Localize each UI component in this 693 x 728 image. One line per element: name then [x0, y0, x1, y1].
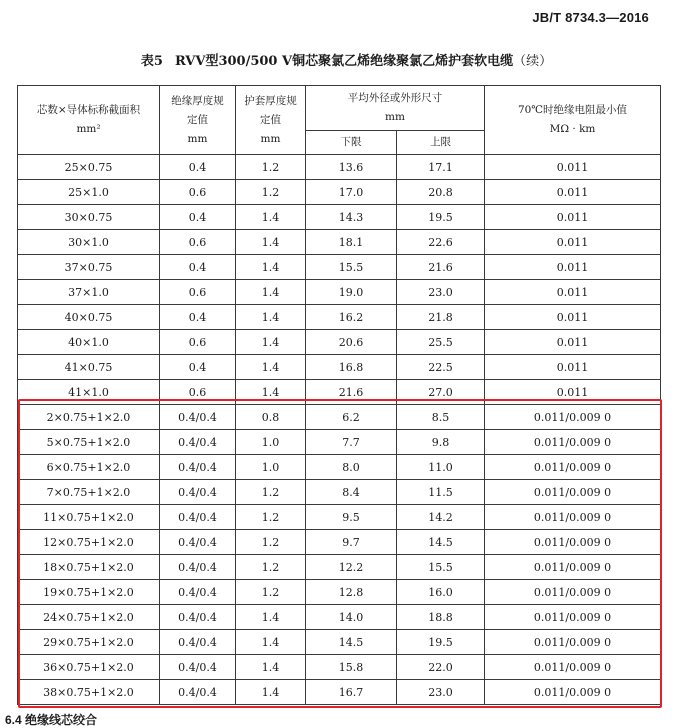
- cell-core-size: 30×1.0: [18, 230, 160, 255]
- cell-diameter-lower: 15.8: [306, 655, 397, 680]
- cell-core-size: 41×1.0: [18, 380, 160, 405]
- cell-core-size: 18×0.75+1×2.0: [18, 555, 160, 580]
- cell-diameter-upper: 23.0: [397, 680, 485, 705]
- cell-resistance: 0.011: [485, 330, 661, 355]
- cell-resistance: 0.011: [485, 380, 661, 405]
- cell-resistance: 0.011: [485, 305, 661, 330]
- cell-core-size: 11×0.75+1×2.0: [18, 505, 160, 530]
- cell-diameter-upper: 16.0: [397, 580, 485, 605]
- table-row: [18, 605, 661, 630]
- cable-spec-table: [17, 85, 661, 705]
- cell-sheath: 1.2: [236, 505, 306, 530]
- cell-diameter-lower: 9.7: [306, 530, 397, 555]
- cell-diameter-lower: 15.5: [306, 255, 397, 280]
- cell-core-size: 2×0.75+1×2.0: [18, 405, 160, 430]
- cell-sheath: 1.2: [236, 555, 306, 580]
- header-resistance-unit: MΩ · km: [549, 123, 596, 135]
- cell-diameter-upper: 11.0: [397, 455, 485, 480]
- cell-insulation: 0.4: [160, 155, 236, 180]
- cell-diameter-lower: 12.8: [306, 580, 397, 605]
- cell-sheath: 1.4: [236, 255, 306, 280]
- cell-core-size: 7×0.75+1×2.0: [18, 480, 160, 505]
- cell-diameter-upper: 14.2: [397, 505, 485, 530]
- cell-diameter-lower: 19.0: [306, 280, 397, 305]
- cell-core-size: 5×0.75+1×2.0: [18, 430, 160, 455]
- cell-core-size: 29×0.75+1×2.0: [18, 630, 160, 655]
- cell-core-size: 24×0.75+1×2.0: [18, 605, 160, 630]
- cell-resistance: 0.011/0.009 0: [485, 655, 661, 680]
- cell-sheath: 1.2: [236, 530, 306, 555]
- cell-sheath: 1.4: [236, 380, 306, 405]
- header-core-size-unit: mm²: [76, 123, 101, 135]
- cell-sheath: 1.4: [236, 630, 306, 655]
- cell-diameter-upper: 23.0: [397, 280, 485, 305]
- cell-insulation: 0.4/0.4: [160, 405, 236, 430]
- cell-insulation: 0.4/0.4: [160, 580, 236, 605]
- table-row: [18, 455, 661, 480]
- cell-insulation: 0.4: [160, 355, 236, 380]
- table-row: [18, 530, 661, 555]
- cell-core-size: 40×1.0: [18, 330, 160, 355]
- table-caption-label: 表5: [140, 54, 163, 69]
- cell-sheath: 1.4: [236, 305, 306, 330]
- cell-sheath: 1.4: [236, 230, 306, 255]
- header-lower-limit: 下限: [306, 131, 397, 155]
- cell-resistance: 0.011/0.009 0: [485, 580, 661, 605]
- cell-diameter-lower: 21.6: [306, 380, 397, 405]
- header-diameter: [306, 86, 485, 131]
- cell-diameter-upper: 25.5: [397, 330, 485, 355]
- cell-diameter-upper: 22.6: [397, 230, 485, 255]
- cell-diameter-upper: 21.8: [397, 305, 485, 330]
- cell-insulation: 0.4/0.4: [160, 555, 236, 580]
- cell-insulation: 0.4/0.4: [160, 655, 236, 680]
- header-insulation-label: 绝缘厚度规定值: [171, 94, 224, 126]
- table-row: [18, 480, 661, 505]
- cell-diameter-upper: 14.5: [397, 530, 485, 555]
- cell-sheath: 1.0: [236, 430, 306, 455]
- table-caption-suffix: （续）: [513, 54, 553, 69]
- cell-diameter-lower: 20.6: [306, 330, 397, 355]
- header-resistance: [485, 86, 661, 155]
- cell-sheath: 1.4: [236, 280, 306, 305]
- cell-core-size: 19×0.75+1×2.0: [18, 580, 160, 605]
- cell-sheath: 1.4: [236, 605, 306, 630]
- cell-core-size: 6×0.75+1×2.0: [18, 455, 160, 480]
- cell-resistance: 0.011: [485, 355, 661, 380]
- cell-insulation: 0.4/0.4: [160, 505, 236, 530]
- cell-sheath: 1.2: [236, 155, 306, 180]
- table-row: [18, 230, 661, 255]
- cell-insulation: 0.6: [160, 380, 236, 405]
- table-row: [18, 305, 661, 330]
- cell-diameter-lower: 7.7: [306, 430, 397, 455]
- table-row: [18, 280, 661, 305]
- cell-insulation: 0.4/0.4: [160, 680, 236, 705]
- cell-insulation: 0.4/0.4: [160, 455, 236, 480]
- cell-core-size: 25×1.0: [18, 180, 160, 205]
- header-sheath-unit: mm: [260, 132, 281, 145]
- cell-insulation: 0.6: [160, 230, 236, 255]
- cell-diameter-upper: 20.8: [397, 180, 485, 205]
- cell-core-size: 12×0.75+1×2.0: [18, 530, 160, 555]
- cell-diameter-upper: 22.0: [397, 655, 485, 680]
- cell-core-size: 37×1.0: [18, 280, 160, 305]
- standard-number: JB/T 8734.3—2016: [532, 10, 649, 25]
- cell-resistance: 0.011/0.009 0: [485, 430, 661, 455]
- cell-resistance: 0.011/0.009 0: [485, 630, 661, 655]
- cell-insulation: 0.6: [160, 180, 236, 205]
- table-row: [18, 505, 661, 530]
- table-row: [18, 630, 661, 655]
- cell-diameter-upper: 15.5: [397, 555, 485, 580]
- cell-diameter-lower: 12.2: [306, 555, 397, 580]
- table-row: [18, 580, 661, 605]
- table-caption: [0, 50, 693, 69]
- cell-core-size: 40×0.75: [18, 305, 160, 330]
- cell-diameter-upper: 27.0: [397, 380, 485, 405]
- cell-diameter-lower: 8.4: [306, 480, 397, 505]
- cell-sheath: 0.8: [236, 405, 306, 430]
- cell-diameter-lower: 14.5: [306, 630, 397, 655]
- table-row: [18, 255, 661, 280]
- cell-resistance: 0.011/0.009 0: [485, 505, 661, 530]
- cell-sheath: 1.4: [236, 330, 306, 355]
- next-section-heading: 6.4 绝缘线芯绞合: [5, 713, 98, 727]
- cell-core-size: 30×0.75: [18, 205, 160, 230]
- cell-diameter-lower: 6.2: [306, 405, 397, 430]
- header-insulation-unit: mm: [187, 132, 208, 145]
- header-core-size: [18, 86, 160, 155]
- cell-insulation: 0.4/0.4: [160, 430, 236, 455]
- cell-sheath: 1.4: [236, 355, 306, 380]
- cell-insulation: 0.4: [160, 305, 236, 330]
- table-row: [18, 655, 661, 680]
- cell-diameter-lower: 16.8: [306, 355, 397, 380]
- header-core-size-label: 芯数×导体标称截面积: [36, 104, 141, 116]
- cell-diameter-lower: 17.0: [306, 180, 397, 205]
- cell-core-size: 41×0.75: [18, 355, 160, 380]
- cell-diameter-upper: 9.8: [397, 430, 485, 455]
- cell-resistance: 0.011: [485, 180, 661, 205]
- header-diameter-label: 平均外径或外形尺寸: [347, 92, 443, 104]
- header-diameter-unit: mm: [385, 111, 405, 123]
- cell-resistance: 0.011/0.009 0: [485, 605, 661, 630]
- cell-diameter-upper: 19.5: [397, 205, 485, 230]
- cell-diameter-upper: 11.5: [397, 480, 485, 505]
- cell-sheath: 1.2: [236, 480, 306, 505]
- cell-insulation: 0.6: [160, 330, 236, 355]
- cell-sheath: 1.4: [236, 680, 306, 705]
- cell-diameter-upper: 19.5: [397, 630, 485, 655]
- table-row: [18, 405, 661, 430]
- cell-sheath: 1.4: [236, 205, 306, 230]
- table-row: [18, 330, 661, 355]
- cell-resistance: 0.011/0.009 0: [485, 555, 661, 580]
- cell-insulation: 0.4/0.4: [160, 605, 236, 630]
- cell-diameter-lower: 18.1: [306, 230, 397, 255]
- cell-insulation: 0.4: [160, 205, 236, 230]
- table-body: [18, 155, 661, 705]
- table-row: [18, 555, 661, 580]
- header-sheath-label: 护套厚度规定值: [244, 94, 297, 126]
- cell-core-size: 25×0.75: [18, 155, 160, 180]
- table-row: [18, 430, 661, 455]
- cell-resistance: 0.011: [485, 205, 661, 230]
- cell-diameter-upper: 17.1: [397, 155, 485, 180]
- cell-core-size: 36×0.75+1×2.0: [18, 655, 160, 680]
- cell-diameter-lower: 14.3: [306, 205, 397, 230]
- cell-resistance: 0.011: [485, 230, 661, 255]
- cell-diameter-upper: 22.5: [397, 355, 485, 380]
- table-row: [18, 205, 661, 230]
- cell-diameter-upper: 21.6: [397, 255, 485, 280]
- cell-diameter-lower: 13.6: [306, 155, 397, 180]
- cell-sheath: 1.2: [236, 580, 306, 605]
- header-resistance-label: 70℃时绝缘电阻最小值: [517, 104, 628, 116]
- table-row: [18, 180, 661, 205]
- cell-diameter-lower: 16.2: [306, 305, 397, 330]
- table-row: [18, 680, 661, 705]
- cell-resistance: 0.011/0.009 0: [485, 455, 661, 480]
- cell-diameter-lower: 9.5: [306, 505, 397, 530]
- cell-diameter-upper: 18.8: [397, 605, 485, 630]
- cell-diameter-lower: 8.0: [306, 455, 397, 480]
- cell-sheath: 1.0: [236, 455, 306, 480]
- cell-resistance: 0.011: [485, 155, 661, 180]
- table-row: [18, 355, 661, 380]
- cell-insulation: 0.6: [160, 280, 236, 305]
- cell-sheath: 1.4: [236, 655, 306, 680]
- cell-insulation: 0.4/0.4: [160, 530, 236, 555]
- cell-diameter-lower: 16.7: [306, 680, 397, 705]
- cell-sheath: 1.2: [236, 180, 306, 205]
- cell-resistance: 0.011/0.009 0: [485, 405, 661, 430]
- cell-core-size: 37×0.75: [18, 255, 160, 280]
- cell-insulation: 0.4/0.4: [160, 630, 236, 655]
- cell-insulation: 0.4: [160, 255, 236, 280]
- header-sheath: [236, 86, 306, 155]
- cell-resistance: 0.011/0.009 0: [485, 530, 661, 555]
- cell-resistance: 0.011/0.009 0: [485, 480, 661, 505]
- cell-core-size: 38×0.75+1×2.0: [18, 680, 160, 705]
- cell-resistance: 0.011: [485, 255, 661, 280]
- cell-diameter-lower: 14.0: [306, 605, 397, 630]
- table-row: [18, 155, 661, 180]
- header-insulation: [160, 86, 236, 155]
- cell-resistance: 0.011: [485, 280, 661, 305]
- header-upper-limit: 上限: [397, 131, 485, 155]
- table-caption-title: RVV型300/500 V铜芯聚氯乙烯绝缘聚氯乙烯护套软电缆: [174, 54, 514, 69]
- cell-insulation: 0.4/0.4: [160, 480, 236, 505]
- cell-resistance: 0.011/0.009 0: [485, 680, 661, 705]
- table-row: [18, 380, 661, 405]
- cell-diameter-upper: 8.5: [397, 405, 485, 430]
